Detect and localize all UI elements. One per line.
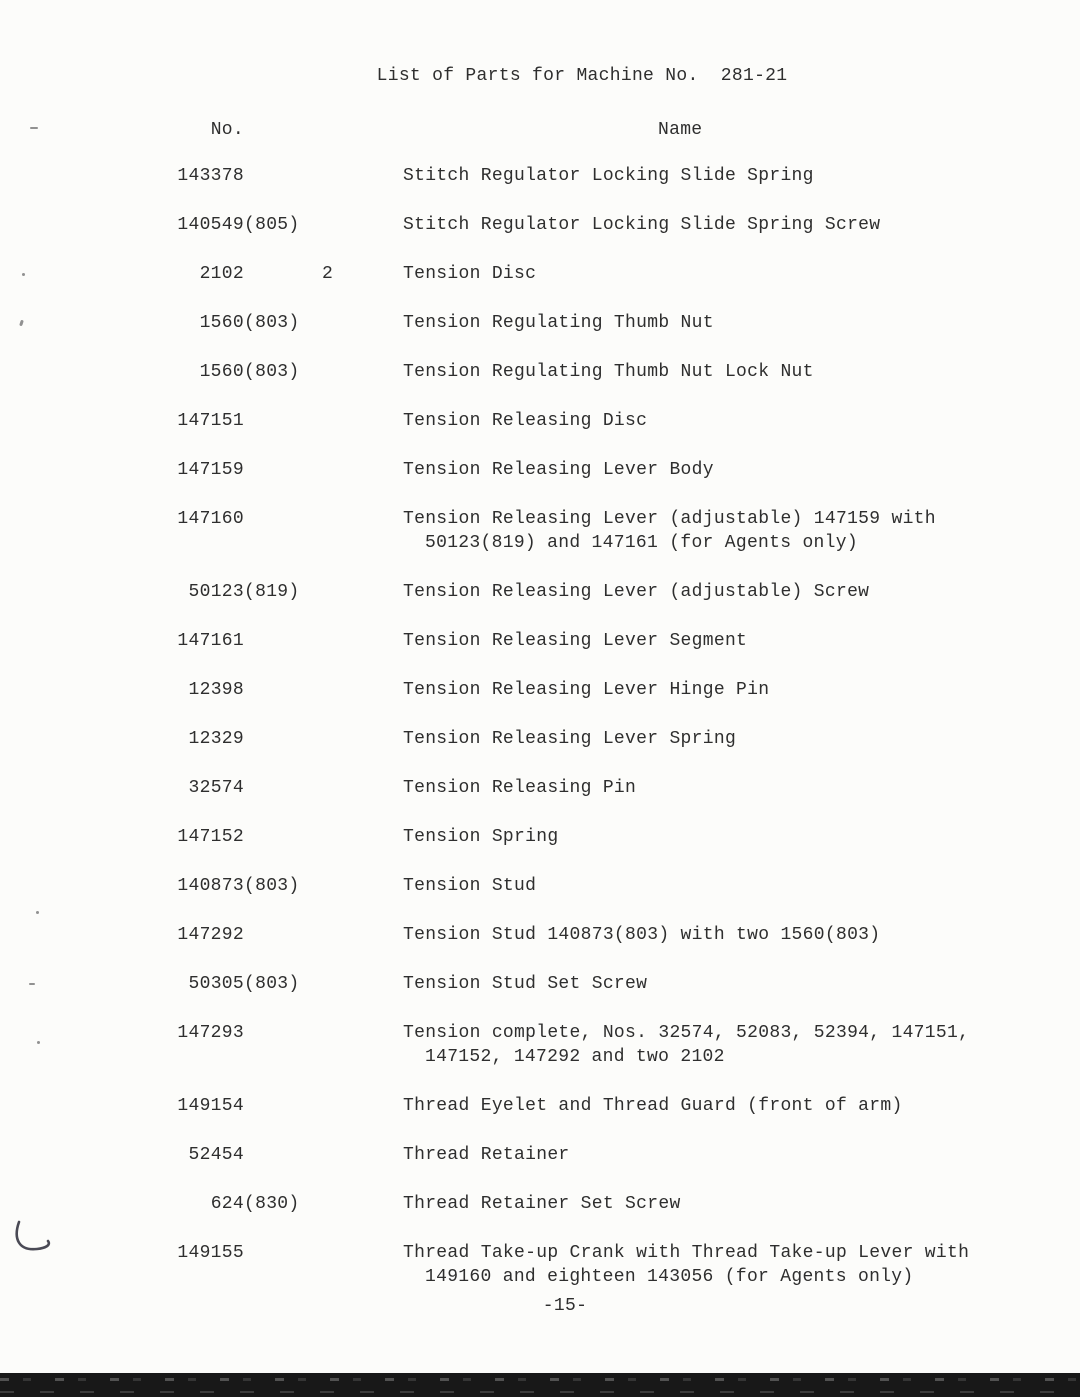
part-number: 147159 xyxy=(177,460,244,480)
part-name: Thread Retainer xyxy=(403,1145,570,1165)
table-row xyxy=(0,727,1080,751)
table-row xyxy=(0,1241,1080,1289)
part-qty xyxy=(244,507,403,555)
part-name: Tension Releasing Lever Body xyxy=(403,460,714,480)
part-name: Tension Releasing Lever Segment xyxy=(403,631,748,651)
scan-speck xyxy=(29,983,35,985)
table-row xyxy=(0,874,1080,898)
part-number: 147151 xyxy=(177,411,244,431)
part-number: 140873 (803) xyxy=(177,876,300,896)
page-title: List of Parts for Machine No. 281-21 xyxy=(376,66,788,86)
table-row xyxy=(0,409,1080,433)
table-row xyxy=(0,507,1080,555)
table-row xyxy=(0,972,1080,996)
part-number: 140549 (805) xyxy=(177,215,300,235)
part-name: Tension Releasing Pin xyxy=(403,778,637,798)
part-qty xyxy=(244,727,403,751)
column-header-name: Name xyxy=(658,120,703,140)
part-qty xyxy=(244,1241,403,1289)
part-number: 149154 xyxy=(177,1096,244,1116)
part-name: Tension Releasing Disc xyxy=(403,411,648,431)
part-name: Tension Releasing Lever (adjustable) Screw xyxy=(403,582,870,602)
part-number: 32574 xyxy=(188,778,244,798)
rows xyxy=(0,164,1080,1314)
part-name: Tension Releasing Lever Spring xyxy=(403,729,737,749)
part-number: 2102 xyxy=(199,264,244,284)
part-name: Tension Stud 140873(803) with two 1560(803) xyxy=(403,925,881,945)
table-row xyxy=(0,262,1080,286)
part-number: 147293 xyxy=(177,1023,244,1043)
table-row xyxy=(0,360,1080,384)
scan-speck xyxy=(30,127,38,129)
part-number: 50123 (819) xyxy=(188,582,300,602)
scan-speck xyxy=(37,1041,40,1044)
part-qty xyxy=(244,458,403,482)
table-row xyxy=(0,213,1080,237)
part-name: Tension Spring xyxy=(403,827,559,847)
column-header-qty-spacer xyxy=(244,118,403,142)
part-number: 12329 xyxy=(188,729,244,749)
table-header xyxy=(0,118,1080,142)
part-name: Thread Retainer Set Screw xyxy=(403,1194,681,1214)
part-qty xyxy=(244,1143,403,1167)
table-row xyxy=(0,580,1080,604)
part-number: 1560 (803) xyxy=(199,313,300,333)
table-row xyxy=(0,678,1080,702)
table-row xyxy=(0,458,1080,482)
column-header-no: No. xyxy=(210,120,244,140)
part-name: Tension Disc xyxy=(403,264,537,284)
scan-speck xyxy=(22,273,25,276)
part-name: Thread Take-up Crank with Thread Take-up Lever with 149160 and eighteen 143056 (for Agents only) xyxy=(403,1243,970,1287)
part-number: 143378 xyxy=(177,166,244,186)
table-row xyxy=(0,1094,1080,1118)
part-number: 149155 xyxy=(177,1243,244,1263)
part-number: 147292 xyxy=(177,925,244,945)
table-row xyxy=(0,923,1080,947)
part-number: 50305 (803) xyxy=(188,974,300,994)
part-qty xyxy=(244,164,403,188)
table-row xyxy=(0,629,1080,653)
part-name: Stitch Regulator Locking Slide Spring xyxy=(403,166,814,186)
part-number: 52454 xyxy=(188,1145,244,1165)
part-number: 147152 xyxy=(177,827,244,847)
part-name: Tension Releasing Lever (adjustable) 147159 with 50123(819) and 147161 (for Agents only) xyxy=(403,509,936,553)
part-number: 147160 xyxy=(177,509,244,529)
part-name: Stitch Regulator Locking Slide Spring Screw xyxy=(403,215,881,235)
part-qty xyxy=(244,409,403,433)
part-name: Tension Stud Set Screw xyxy=(403,974,648,994)
page-number: -15- xyxy=(542,1296,588,1316)
part-qty xyxy=(244,678,403,702)
pen-mark xyxy=(12,1218,64,1260)
part-qty xyxy=(244,629,403,653)
part-qty xyxy=(244,776,403,800)
table-row xyxy=(0,825,1080,849)
part-qty xyxy=(244,825,403,849)
scan-edge-band xyxy=(0,1373,1080,1397)
table-row xyxy=(0,1143,1080,1167)
part-number: 12398 xyxy=(188,680,244,700)
part-name: Thread Eyelet and Thread Guard (front of arm) xyxy=(403,1096,903,1116)
scan-speck xyxy=(36,911,39,914)
table-row xyxy=(0,1192,1080,1216)
part-qty xyxy=(244,1094,403,1118)
part-name: Tension Stud xyxy=(403,876,537,896)
part-qty xyxy=(244,1021,403,1069)
table-row xyxy=(0,164,1080,188)
table-row xyxy=(0,1021,1080,1069)
part-number: 1560 (803) xyxy=(199,362,300,382)
part-qty xyxy=(244,923,403,947)
table-row xyxy=(0,776,1080,800)
table-row xyxy=(0,311,1080,335)
part-number: 624 (830) xyxy=(210,1194,300,1214)
part-qty: 2 xyxy=(322,264,334,284)
part-number: 147161 xyxy=(177,631,244,651)
part-name: Tension Releasing Lever Hinge Pin xyxy=(403,680,770,700)
part-name: Tension complete, Nos. 32574, 52083, 52394, 147151, 147152, 147292 and two 2102 xyxy=(403,1023,970,1067)
part-name: Tension Regulating Thumb Nut xyxy=(403,313,714,333)
part-name: Tension Regulating Thumb Nut Lock Nut xyxy=(403,362,814,382)
